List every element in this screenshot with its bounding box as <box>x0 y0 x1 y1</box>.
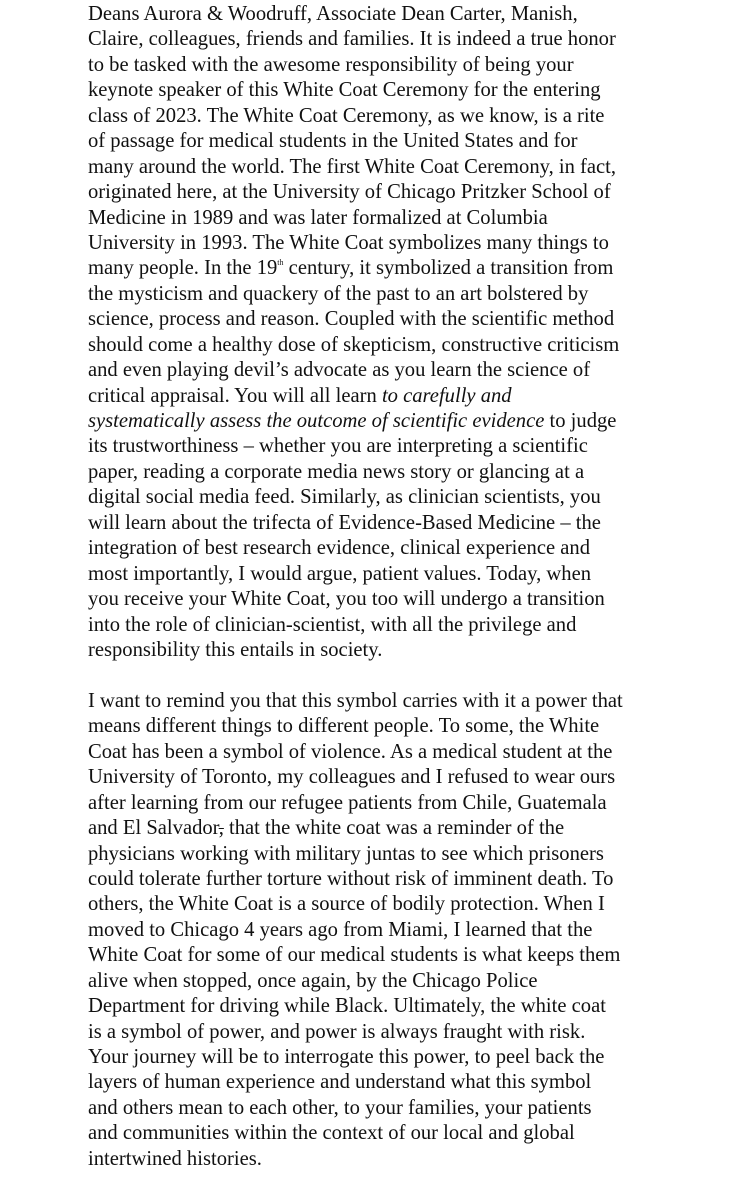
text-line: responsibility this entails in society. <box>88 638 383 661</box>
text-line: Your journey will be to interrogate this power, to peel back the <box>88 1046 605 1068</box>
text-line: many around the world. The first White Coat Ceremony, in fact, <box>88 155 617 178</box>
text-line: the mysticism and quackery of the past to an art bolstered by <box>88 282 589 305</box>
text-line: University of Toronto, my colleagues and I refused to wear ours <box>88 766 616 789</box>
text-line: its trustworthiness – whether you are interpreting a scientific <box>88 435 588 458</box>
paragraph-spacer <box>88 663 728 689</box>
text-line: Claire, colleagues, friends and families. It is indeed a true honor <box>88 28 616 51</box>
text-line: Medicine in 1989 and was later formalized at Columbia <box>88 206 548 229</box>
text-line <box>88 256 728 281</box>
text-line: White Coat for some of our medical students is what keeps them <box>88 944 621 967</box>
text-run: many people. In the 19 <box>88 257 278 280</box>
text-run: that the white coat was a reminder of the <box>223 817 565 840</box>
text-line: I want to remind you that this symbol carries with it a power that <box>88 689 623 712</box>
text-line: layers of human experience and understand what this symbol <box>88 1071 592 1094</box>
text-line: and others mean to each other, to your families, your patients <box>88 1096 592 1119</box>
paragraph-1 <box>88 2 728 663</box>
text-line: physicians working with military juntas to see which prisoners <box>88 842 604 865</box>
text-run: to judge <box>544 410 617 432</box>
struck-through-comma: , <box>218 817 224 840</box>
text-run: critical appraisal. You will all learn <box>88 384 382 407</box>
paragraph-2 <box>88 689 728 1172</box>
text-line: to be tasked with the awesome responsibility of being your <box>88 53 574 76</box>
text-line: and even playing devil’s advocate as you learn the science of <box>88 359 591 382</box>
text-line: could tolerate further torture without risk of imminent death. To <box>88 867 614 890</box>
text-line: alive when stopped, once again, by the Chicago Police <box>88 969 538 992</box>
text-line: others, the White Coat is a source of bodily protection. When I <box>88 893 605 916</box>
text-line: Deans Aurora & Woodruff, Associate Dean Carter, Manish, <box>88 3 578 25</box>
text-line: should come a healthy dose of skepticism, constructive criticism <box>88 333 620 356</box>
speech-document <box>88 2 728 1172</box>
text-line: is a symbol of power, and power is always fraught with risk. <box>88 1020 586 1043</box>
text-line: moved to Chicago 4 years ago from Miami, I learned that the <box>88 918 593 941</box>
text-line: integration of best research evidence, clinical experience and <box>88 537 591 560</box>
text-run: century, it symbolized a transition from <box>283 257 614 280</box>
text-line: and communities within the context of our local and global <box>88 1122 575 1145</box>
text-line: of passage for medical students in the United States and for <box>88 130 578 153</box>
text-line: intertwined histories. <box>88 1147 262 1170</box>
text-line: after learning from our refugee patients from Chile, Guatemala <box>88 791 607 814</box>
text-line: digital social media feed. Similarly, as clinician scientists, you <box>88 486 601 509</box>
text-line: most importantly, I would argue, patient values. Today, when <box>88 562 592 585</box>
text-line: Department for driving while Black. Ultimately, the white coat <box>88 995 606 1018</box>
text-line: into the role of clinician-scientist, with all the privilege and <box>88 613 577 636</box>
text-line: paper, reading a corporate media news story or glancing at a <box>88 460 585 483</box>
text-line <box>88 409 728 434</box>
text-line <box>88 384 728 409</box>
text-line: you receive your White Coat, you too will undergo a transition <box>88 588 605 611</box>
text-line: keynote speaker of this White Coat Ceremony for the entering <box>88 79 601 102</box>
italic-emphasis: to carefully and <box>381 384 512 407</box>
text-line: science, process and reason. Coupled with the scientific method <box>88 308 615 331</box>
text-line: originated here, at the University of Chicago Pritzker School of <box>88 181 611 204</box>
superscript-ordinal: th <box>277 258 284 268</box>
text-line: will learn about the trifecta of Evidence-Based Medicine – the <box>88 511 601 534</box>
text-run: and El Salvador <box>88 817 219 840</box>
text-line <box>88 816 728 841</box>
text-line: University in 1993. The White Coat symbolizes many things to <box>88 231 609 254</box>
text-line: means different things to different people. To some, the White <box>88 715 600 738</box>
text-line: Coat has been a symbol of violence. As a medical student at the <box>88 740 613 763</box>
italic-emphasis: systematically assess the outcome of scientific evidence <box>88 410 545 432</box>
text-line: class of 2023. The White Coat Ceremony, as we know, is a rite <box>88 104 605 127</box>
